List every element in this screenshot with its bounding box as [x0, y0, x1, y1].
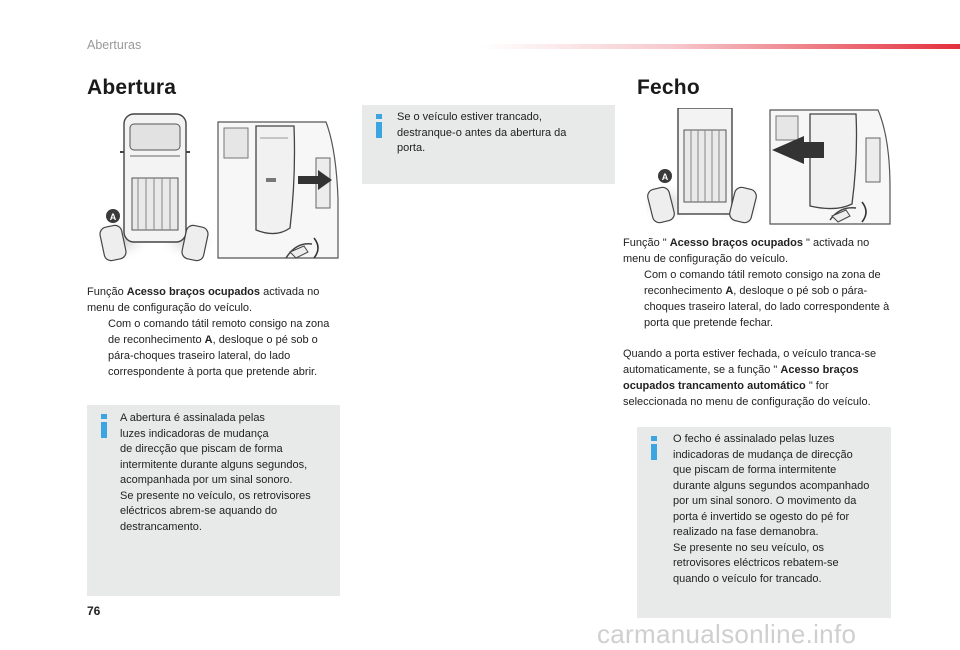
left-bullet-text-pre: Com o comando tátil remoto consigo na zona de reconhecimento [108, 318, 330, 346]
right-bullet-text-pre: Com o comando tátil remoto consigo na zona de reconhecimento [644, 269, 881, 297]
left-info-box [87, 405, 340, 596]
middle-info-box [362, 105, 615, 184]
right-info-text [673, 432, 889, 587]
right-auto-lock-prefix: Quando a porta estiver fechada, o veículo tranca-se automaticamente, se a função " [623, 348, 877, 376]
info-line: luzes indicadoras de mudança [120, 427, 269, 440]
right-auto-lock-suffix: " for seleccionada no menu de configuração do veículo. [623, 380, 871, 408]
info-line: A abertura é assinalada pelas [120, 412, 265, 424]
zone-a-label: A [661, 172, 669, 182]
right-info-box [637, 427, 891, 618]
van-side-door-closing-illustration [766, 108, 892, 230]
left-info-text [120, 411, 336, 535]
info-line: quando o veículo for trancado. [673, 572, 822, 585]
right-auto-lock-paragraph [623, 346, 888, 410]
page-number: 76 [87, 604, 101, 618]
right-auto-lock-function-name: Acesso braços ocupados trancamento automático [623, 364, 859, 392]
info-line: Se o veículo estiver trancado, [397, 111, 542, 123]
info-line: eléctricos abrem-se aquando do [120, 505, 278, 517]
watermark: carmanualsonline.info [597, 619, 857, 649]
info-line: porta é invertido se ogesto do pé for [673, 510, 850, 523]
info-line: acompanhada por um sinal sonoro. [120, 474, 293, 486]
info-line: porta. [397, 142, 426, 154]
info-line: destrancamento. [120, 520, 202, 533]
info-line: Se presente no seu veículo, os [673, 541, 825, 554]
info-icon [375, 114, 382, 138]
left-bullet-zone-label: A [204, 334, 213, 346]
info-line: Se presente no veículo, os retrovisores [120, 489, 311, 502]
van-rear-top-view-illustration [646, 108, 758, 230]
info-line: que piscam de forma intermitente [673, 464, 837, 476]
info-line: retrovisores eléctricos rebatem-se [673, 557, 839, 569]
right-intro-suffix: " activada no menu de configuração do veículo. [623, 237, 870, 265]
left-intro-suffix: activada no menu de configuração do veículo. [87, 286, 320, 314]
right-bullet-text-post: , desloque o pé sob o pára-choques traseiro lateral, do lado correspondente à porta que pretende fechar. [644, 285, 890, 329]
header-accent-line [480, 44, 960, 49]
info-line: por um sinal sonoro. O movimento da [673, 495, 857, 507]
right-intro-prefix: Função " [623, 237, 670, 249]
right-bullet-zone-label: A [725, 285, 734, 297]
left-intro-paragraph [87, 284, 337, 380]
left-bullet-text-post: , desloque o pé sob o pára-choques traseiro lateral, do lado correspondente à porta que pretende abrir. [108, 334, 318, 378]
header-section-title: Aberturas [87, 38, 142, 52]
right-intro-paragraph [623, 235, 893, 331]
info-line: de direcção que piscam de forma [120, 443, 283, 455]
heading-fecho: Fecho [637, 76, 700, 99]
info-line: durante alguns segundos acompanhado [673, 479, 870, 492]
right-bullet-item [623, 267, 893, 331]
info-icon [650, 436, 657, 460]
zone-a-label: A [109, 212, 117, 222]
right-intro-function-name: Acesso braços ocupados [669, 237, 803, 249]
middle-info-text [397, 110, 607, 157]
info-icon [100, 414, 107, 438]
info-line: destranque-o antes da abertura da [397, 126, 567, 139]
left-intro-prefix: Função [87, 286, 127, 298]
info-line: intermitente durante alguns segundos, [120, 458, 308, 471]
left-bullet-item [87, 316, 337, 380]
heading-abertura: Abertura [87, 76, 177, 99]
van-top-view-illustration [96, 108, 214, 270]
left-intro-function-name: Acesso braços ocupados [126, 286, 261, 298]
info-line: O fecho é assinalado pelas luzes [673, 433, 835, 445]
info-line: realizado na fase demanobra. [673, 526, 819, 538]
info-line: indicadoras de mudança de direcção [673, 448, 853, 461]
van-side-door-opening-illustration [216, 118, 340, 268]
